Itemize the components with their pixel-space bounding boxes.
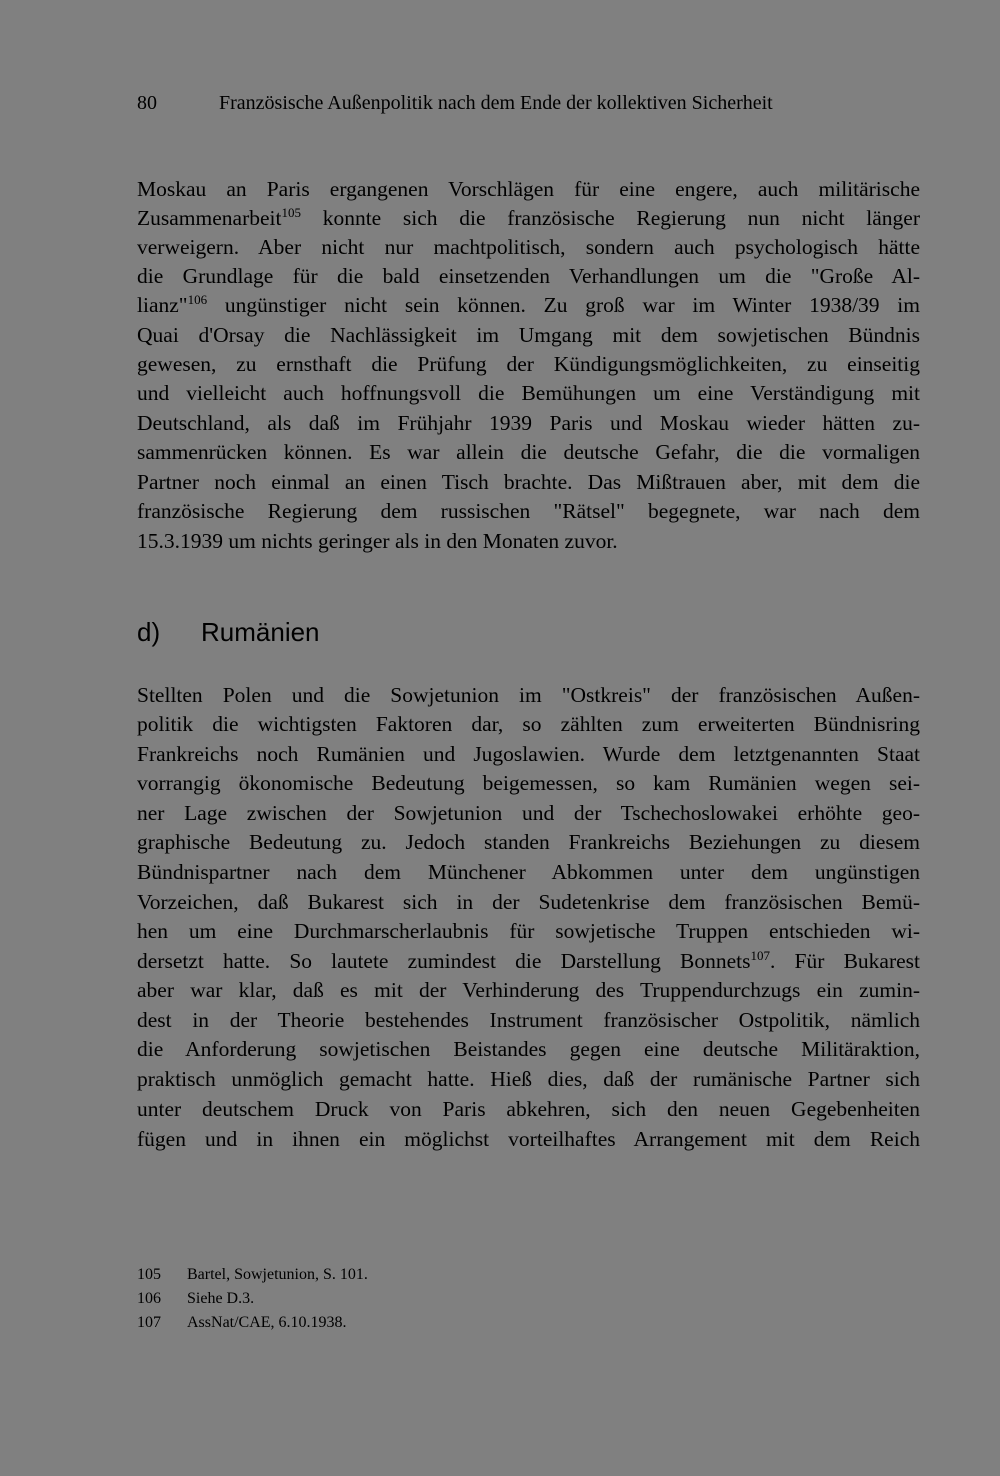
text-line: Bündnispartner nach dem Münchener Abkommen unter dem ungünstigen — [137, 860, 920, 884]
text-line: die Grundlage für die bald einsetzenden Verhandlungen um die "Große Al- — [137, 264, 920, 288]
text-line: unter deutschem Druck von Paris abkehren, sich den neuen Gegebenheiten — [137, 1097, 920, 1121]
section-heading — [137, 614, 320, 650]
text-line: vorrangig ökonomische Bedeutung beigemessen, so kam Rumänien wegen sei- — [137, 771, 920, 795]
text-line: Deutschland, als daß im Frühjahr 1939 Paris und Moskau wieder hätten zu- — [137, 411, 920, 435]
text-line: aber war klar, daß es mit der Verhinderung des Truppendurchzugs ein zumin- — [137, 978, 920, 1002]
text-line: sammenrücken können. Es war allein die deutsche Gefahr, die die vormaligen — [137, 440, 920, 464]
text-line: die Anforderung sowjetischen Beistandes gegen eine deutsche Militäraktion, — [137, 1037, 920, 1061]
section-title: Rumänien — [201, 617, 320, 647]
text-line: lianz"$^{106}$ ungünstiger nicht sein können. Zu groß war im Winter 1938/39 im — [137, 292, 920, 317]
text-line: Frankreichs noch Rumänien und Jugoslawien. Wurde dem letztgenannten Staat — [137, 742, 920, 766]
running-title: Französische Außenpolitik nach dem Ende der kollektiven Sicherheit — [219, 92, 773, 114]
footnote-107 — [137, 1311, 347, 1335]
text-line: politik die wichtigsten Faktoren dar, so zählten zum erweiterten Bündnisring — [137, 712, 920, 736]
text-line: praktisch unmöglich gemacht hatte. Hieß dies, daß der rumänische Partner sich — [137, 1067, 920, 1091]
text-line: dest in der Theorie bestehendes Instrument französischer Ostpolitik, nämlich — [137, 1008, 920, 1032]
footnote-number: 105 — [137, 1266, 161, 1283]
text-line: fügen und in ihnen ein möglichst vorteilhaftes Arrangement mit dem Reich — [137, 1127, 920, 1151]
text-line: Zusammenarbeit$^{105}$ konnte sich die französische Regierung nun nicht länger — [137, 205, 920, 230]
footnote-text: Siehe D.3. — [187, 1290, 255, 1307]
text-line: dersetzt hatte. So lautete zumindest die Darstellung Bonnets$^{107}$. Für Bukarest — [137, 948, 921, 973]
text-line: verweigern. Aber nicht nur machtpolitisch, sondern auch psychologisch hätte — [137, 235, 920, 259]
footnote-number: 106 — [137, 1290, 161, 1307]
text-line: 15.3.1939 um nichts geringer als in den Monaten zuvor. — [137, 529, 618, 553]
footnote-ref-106: 106 — [187, 292, 208, 307]
footnote-105 — [137, 1263, 368, 1287]
running-head — [137, 88, 897, 118]
text-line: Vorzeichen, daß Bukarest sich in der Sudetenkrise dem französischen Bemü- — [137, 890, 920, 914]
section-marker: d) — [137, 617, 161, 647]
text-line: und vielleicht auch hoffnungsvoll die Bemühungen um eine Verständigung mit — [137, 381, 920, 405]
text-line: graphische Bedeutung zu. Jedoch standen Frankreichs Beziehungen zu diesem — [137, 830, 920, 854]
footnote-text: AssNat/CAE, 6.10.1938. — [187, 1314, 347, 1331]
text-line: Moskau an Paris ergangenen Vorschlägen für eine engere, auch militärische — [137, 177, 920, 201]
page-number: 80 — [137, 92, 157, 114]
text-line: französische Regierung dem russischen "Rätsel" begegnete, war nach dem — [137, 499, 920, 523]
text-line: Partner noch einmal an einen Tisch brachte. Das Mißtrauen aber, mit dem die — [137, 470, 920, 494]
text-line: ner Lage zwischen der Sowjetunion und der Tschechoslowakei erhöhte geo- — [137, 801, 920, 825]
footnote-text: Bartel, Sowjetunion, S. 101. — [187, 1266, 368, 1283]
text-line: Quai d'Orsay die Nachlässigkeit im Umgang mit dem sowjetischen Bündnis — [137, 323, 920, 347]
footnote-ref-105: 105 — [281, 205, 301, 220]
text-line: gewesen, zu ernsthaft die Prüfung der Kündigungsmöglichkeiten, zu einseitig — [137, 352, 920, 376]
footnote-106 — [137, 1287, 254, 1311]
text-line: Stellten Polen und die Sowjetunion im "Ostkreis" der französischen Außen- — [137, 683, 920, 707]
footnote-ref-107: 107 — [750, 948, 771, 963]
text-line: hen um eine Durchmarscherlaubnis für sowjetische Truppen entschieden wi- — [137, 919, 920, 943]
footnote-number: 107 — [137, 1314, 161, 1331]
